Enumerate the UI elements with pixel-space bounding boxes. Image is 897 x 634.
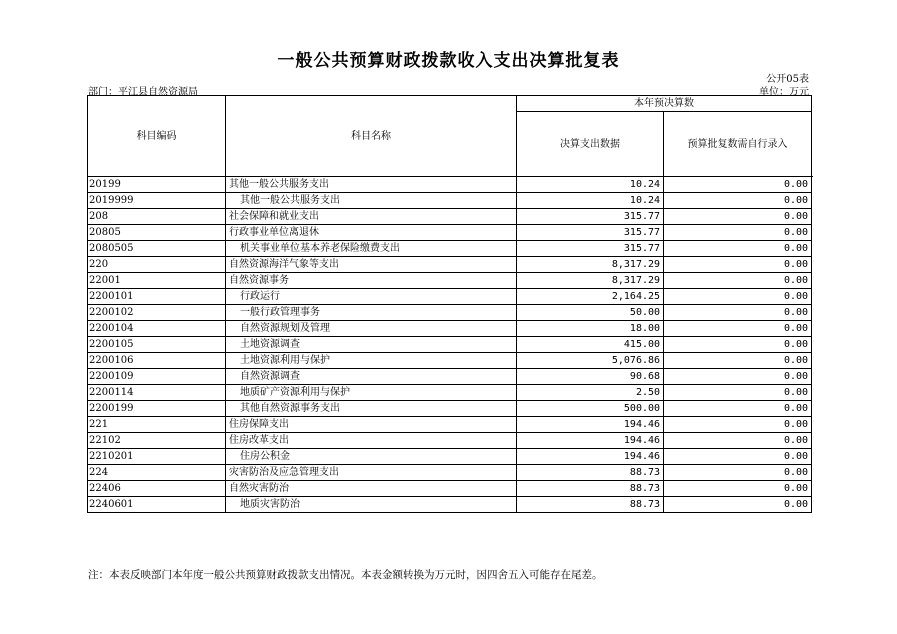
approval-value: 0.00 bbox=[664, 321, 812, 337]
actual-value: 18.00 bbox=[517, 321, 664, 337]
actual-value: 8,317.29 bbox=[517, 273, 664, 289]
table-row bbox=[88, 209, 812, 225]
table-row bbox=[88, 289, 812, 305]
approval-value: 0.00 bbox=[664, 497, 812, 513]
subject-name: 住房公积金 bbox=[226, 449, 517, 465]
table-row bbox=[88, 401, 812, 417]
subject-code: 20805 bbox=[88, 225, 226, 241]
subject-code: 2019999 bbox=[88, 193, 226, 209]
subject-code: 220 bbox=[88, 257, 226, 273]
header-actual-column: 决算支出数据 bbox=[517, 112, 664, 177]
actual-value: 315.77 bbox=[517, 225, 664, 241]
approval-value: 0.00 bbox=[664, 465, 812, 481]
approval-value: 0.00 bbox=[664, 449, 812, 465]
actual-value: 194.46 bbox=[517, 417, 664, 433]
subject-code: 20199 bbox=[88, 177, 226, 193]
actual-value: 90.68 bbox=[517, 369, 664, 385]
table-row bbox=[88, 417, 812, 433]
subject-code: 22001 bbox=[88, 273, 226, 289]
approval-value: 0.00 bbox=[664, 433, 812, 449]
header-current-year: 本年预决算数 bbox=[517, 96, 812, 112]
subject-name: 住房改革支出 bbox=[226, 433, 517, 449]
table-row bbox=[88, 433, 812, 449]
subject-code: 224 bbox=[88, 465, 226, 481]
subject-name: 一般行政管理事务 bbox=[226, 305, 517, 321]
table-row bbox=[88, 385, 812, 401]
subject-name: 行政运行 bbox=[226, 289, 517, 305]
subject-name: 行政事业单位离退休 bbox=[226, 225, 517, 241]
subject-name: 土地资源调查 bbox=[226, 337, 517, 353]
approval-value: 0.00 bbox=[664, 241, 812, 257]
department-label: 部门：平江县自然资源局 bbox=[88, 87, 198, 98]
table-row bbox=[88, 353, 812, 369]
actual-value: 2,164.25 bbox=[517, 289, 664, 305]
subject-name: 地质灾害防治 bbox=[226, 497, 517, 513]
subject-code: 208 bbox=[88, 209, 226, 225]
table-row bbox=[88, 241, 812, 257]
page-title: 一般公共预算财政拨款收入支出决算批复表 bbox=[277, 51, 620, 71]
actual-value: 315.77 bbox=[517, 209, 664, 225]
subject-name: 自然资源规划及管理 bbox=[226, 321, 517, 337]
subject-code: 2200114 bbox=[88, 385, 226, 401]
approval-value: 0.00 bbox=[664, 337, 812, 353]
subject-name: 自然资源调查 bbox=[226, 369, 517, 385]
approval-value: 0.00 bbox=[664, 289, 812, 305]
approval-value: 0.00 bbox=[664, 481, 812, 497]
approval-value: 0.00 bbox=[664, 417, 812, 433]
approval-value: 0.00 bbox=[664, 369, 812, 385]
approval-value: 0.00 bbox=[664, 385, 812, 401]
table-row bbox=[88, 321, 812, 337]
actual-value: 88.73 bbox=[517, 497, 664, 513]
table-row bbox=[88, 465, 812, 481]
budget-table bbox=[87, 95, 812, 513]
subject-name: 自然资源海洋气象等支出 bbox=[226, 257, 517, 273]
approval-value: 0.00 bbox=[664, 209, 812, 225]
subject-code: 2200104 bbox=[88, 321, 226, 337]
subject-name: 社会保障和就业支出 bbox=[226, 209, 517, 225]
actual-value: 2.50 bbox=[517, 385, 664, 401]
subject-code: 221 bbox=[88, 417, 226, 433]
subject-code: 2240601 bbox=[88, 497, 226, 513]
approval-value: 0.00 bbox=[664, 305, 812, 321]
subject-name: 灾害防治及应急管理支出 bbox=[226, 465, 517, 481]
approval-value: 0.00 bbox=[664, 193, 812, 209]
subject-code: 2200109 bbox=[88, 369, 226, 385]
subject-name: 其他一般公共服务支出 bbox=[226, 177, 517, 193]
actual-value: 50.00 bbox=[517, 305, 664, 321]
subject-code: 2200106 bbox=[88, 353, 226, 369]
actual-value: 415.00 bbox=[517, 337, 664, 353]
actual-value: 10.24 bbox=[517, 193, 664, 209]
subject-code: 2200102 bbox=[88, 305, 226, 321]
subject-name: 其他一般公共服务支出 bbox=[226, 193, 517, 209]
form-code: 公开05表 bbox=[766, 74, 809, 85]
actual-value: 88.73 bbox=[517, 465, 664, 481]
subject-code: 2200101 bbox=[88, 289, 226, 305]
table-row bbox=[88, 225, 812, 241]
approval-value: 0.00 bbox=[664, 257, 812, 273]
subject-name: 自然资源事务 bbox=[226, 273, 517, 289]
subject-name: 机关事业单位基本养老保险缴费支出 bbox=[226, 241, 517, 257]
actual-value: 194.46 bbox=[517, 433, 664, 449]
subject-name: 地质矿产资源利用与保护 bbox=[226, 385, 517, 401]
subject-code: 2210201 bbox=[88, 449, 226, 465]
actual-value: 8,317.29 bbox=[517, 257, 664, 273]
table-row bbox=[88, 305, 812, 321]
subject-code: 2200199 bbox=[88, 401, 226, 417]
header-subject-name: 科目名称 bbox=[226, 96, 517, 177]
approval-value: 0.00 bbox=[664, 225, 812, 241]
unit-label: 单位：万元 bbox=[759, 87, 809, 98]
table-row bbox=[88, 481, 812, 497]
table-row bbox=[88, 273, 812, 289]
table-row bbox=[88, 177, 812, 193]
footnote: 注：本表反映部门本年度一般公共预算财政拨款支出情况。本表金额转换为万元时，因四舍五入可能存在尾差。 bbox=[88, 569, 603, 581]
subject-code: 2080505 bbox=[88, 241, 226, 257]
subject-name: 自然灾害防治 bbox=[226, 481, 517, 497]
actual-value: 88.73 bbox=[517, 481, 664, 497]
table-row bbox=[88, 369, 812, 385]
approval-value: 0.00 bbox=[664, 177, 812, 193]
actual-value: 315.77 bbox=[517, 241, 664, 257]
subject-name: 土地资源利用与保护 bbox=[226, 353, 517, 369]
subject-code: 22102 bbox=[88, 433, 226, 449]
table-row bbox=[88, 449, 812, 465]
approval-value: 0.00 bbox=[664, 273, 812, 289]
subject-code: 2200105 bbox=[88, 337, 226, 353]
table-row bbox=[88, 257, 812, 273]
subject-code: 22406 bbox=[88, 481, 226, 497]
table-row bbox=[88, 497, 812, 513]
approval-value: 0.00 bbox=[664, 353, 812, 369]
subject-name: 住房保障支出 bbox=[226, 417, 517, 433]
actual-value: 5,076.86 bbox=[517, 353, 664, 369]
approval-value: 0.00 bbox=[664, 401, 812, 417]
header-approval-column: 预算批复数需自行录入 bbox=[664, 112, 812, 177]
subject-name: 其他自然资源事务支出 bbox=[226, 401, 517, 417]
actual-value: 500.00 bbox=[517, 401, 664, 417]
actual-value: 194.46 bbox=[517, 449, 664, 465]
table-row bbox=[88, 337, 812, 353]
header-code-group: 科目编码 bbox=[88, 96, 226, 177]
actual-value: 10.24 bbox=[517, 177, 664, 193]
table-row bbox=[88, 193, 812, 209]
